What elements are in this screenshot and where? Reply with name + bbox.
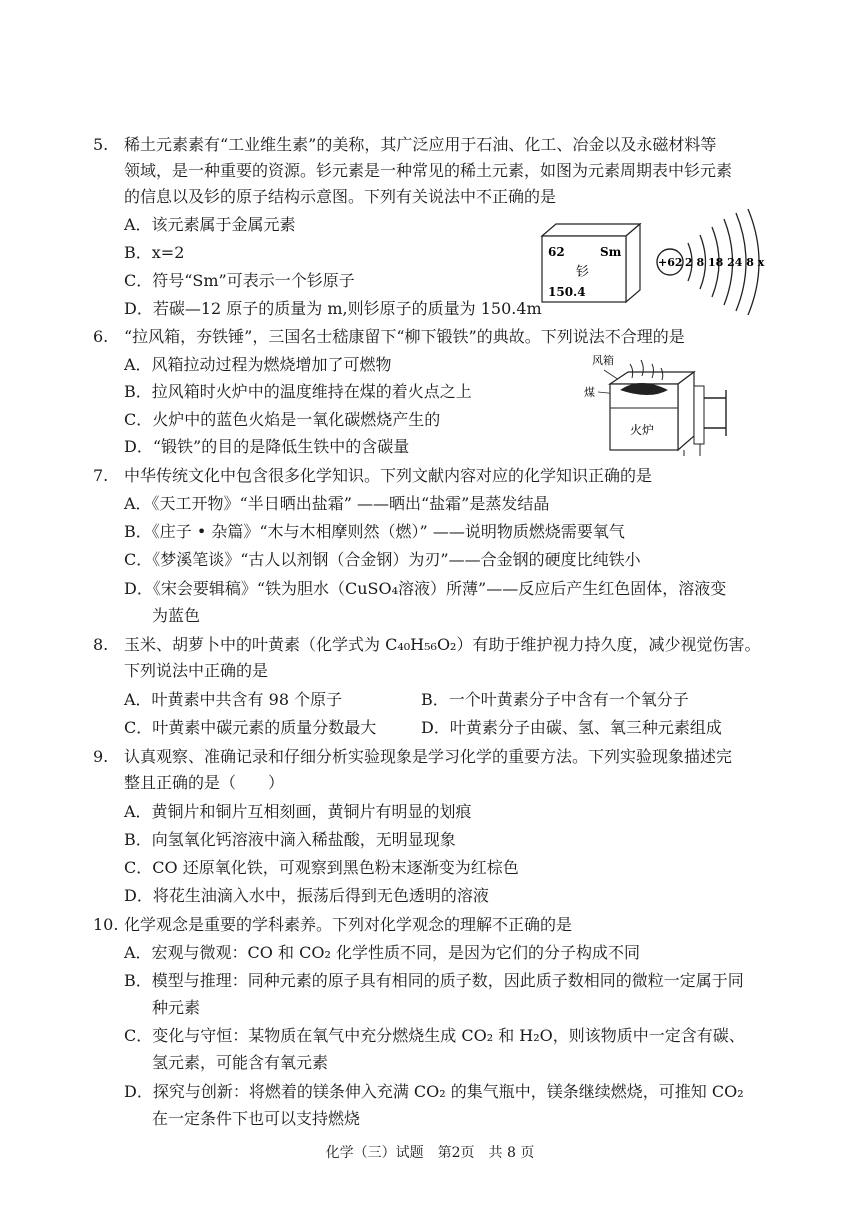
option-c: C．叶黄素中碳元素的质量分数最大 bbox=[124, 718, 377, 737]
furnace-bellows-figure bbox=[580, 350, 740, 456]
option-b: B．一个叶黄素分子中含有一个氧分子 bbox=[421, 690, 689, 709]
option-b: B．拉风箱时火炉中的温度维持在煤的着火点之上 bbox=[124, 382, 472, 401]
question-stem-line: 整且正确的是（ ） bbox=[124, 773, 285, 792]
option-c: C．符号“Sm”可表示一个钐原子 bbox=[124, 271, 355, 290]
question-stem-line: 中华传统文化中包含很多化学知识。下列文献内容对应的化学知识正确的是 bbox=[124, 466, 653, 485]
question-number: 9. bbox=[93, 747, 109, 766]
option-d: D．“锻铁”的目的是降低生铁中的含碳量 bbox=[124, 437, 410, 456]
question-stem-line: 领域，是一种重要的资源。钐元素是一种常见的稀土元素，如图为元素周期表中钐元素 bbox=[124, 161, 733, 180]
question-stem-line: 的信息以及钐的原子结构示意图。下列有关说法中不正确的是 bbox=[124, 187, 557, 206]
option-b: B．向氢氧化钙溶液中滴入稀盐酸，无明显现象 bbox=[124, 830, 456, 849]
option-b: B．《庄子 • 杂篇》“木与木相摩则然（燃）” ——说明物质燃烧需要氧气 bbox=[124, 522, 625, 541]
atomic-number: 62 bbox=[548, 245, 565, 259]
question-stem-line: 玉米、胡萝卜中的叶黄素（化学式为 C₄₀H₅₆O₂）有助于维护视力持久度，减少视觉伤害。 bbox=[124, 635, 761, 654]
option-a: A．风箱拉动过程为燃烧增加了可燃物 bbox=[124, 355, 392, 374]
option-a: A．《天工开物》“半日晒出盐霜” ——晒出“盐霜”是蒸发结晶 bbox=[124, 494, 550, 513]
question-number: 10. bbox=[93, 915, 119, 934]
option-c: C．变化与守恒：某物质在氧气中充分燃烧生成 CO₂ 和 H₂O，则该物质中一定含有碳、 bbox=[124, 1026, 745, 1045]
option-c: C．CO 还原氧化铁，可观察到黑色粉末逐渐变为红棕色 bbox=[124, 858, 519, 877]
question-number: 5. bbox=[93, 135, 109, 154]
question-stem-line: 稀土元素素有“工业维生素”的美称，其广泛应用于石油、化工、冶金以及永磁材料等 bbox=[124, 135, 717, 154]
question-number: 7. bbox=[93, 466, 109, 485]
nucleus-charge: +62 bbox=[658, 256, 683, 269]
option-b: B．x=2 bbox=[124, 243, 185, 262]
option-d-continued: 为蓝色 bbox=[152, 606, 201, 625]
option-c: C．火炉中的蓝色火焰是一氧化碳燃烧产生的 bbox=[124, 410, 441, 429]
periodic-table-cell-figure bbox=[536, 222, 646, 304]
furnace-label: 火炉 bbox=[630, 423, 655, 437]
question-number: 8. bbox=[93, 635, 109, 654]
option-d: D．将花生油滴入水中，振荡后得到无色透明的溶液 bbox=[124, 886, 489, 905]
option-b: B．模型与推理：同种元素的原子具有相同的质子数，因此质子数相同的微粒一定属于同 bbox=[124, 971, 744, 990]
option-d: D．叶黄素分子由碳、氢、氧三种元素组成 bbox=[421, 718, 722, 737]
question-stem-line: 化学观念是重要的学科素养。下列对化学观念的理解不正确的是 bbox=[124, 915, 573, 934]
option-d-continued: 在一定条件下也可以支持燃烧 bbox=[152, 1109, 361, 1128]
option-a: A．叶黄素中共含有 98 个原子 bbox=[124, 690, 343, 709]
coal-label: 煤 bbox=[584, 386, 595, 399]
element-symbol: Sm bbox=[600, 245, 622, 259]
option-b-continued: 种元素 bbox=[152, 998, 201, 1017]
bellows-label: 风箱 bbox=[592, 354, 614, 367]
option-d: D．探究与创新：将燃着的镁条伸入充满 CO₂ 的集气瓶中，镁条继续燃烧，可推知 CO₂ bbox=[124, 1082, 744, 1101]
option-a: A．该元素属于金属元素 bbox=[124, 215, 296, 234]
question-stem-line: “拉风箱，夯铁锤”，三国名士嵇康留下“柳下锻铁”的典故。下列说法不合理的是 bbox=[124, 327, 685, 346]
option-d: D．若碳—12 原子的质量为 m,则钐原子的质量为 150.4m bbox=[124, 299, 542, 318]
element-name: 钐 bbox=[576, 265, 590, 280]
question-stem-line: 认真观察、准确记录和仔细分析实验现象是学习化学的重要方法。下列实验现象描述完 bbox=[124, 747, 733, 766]
electron-shells: 2 8 18 24 8 x bbox=[685, 256, 765, 269]
option-c: C．《梦溪笔谈》“古人以剂钢（合金钢）为刃”——合金钢的硬度比纯铁小 bbox=[124, 550, 641, 569]
page-footer: 化学（三）试题 第2页 共 8 页 bbox=[325, 1145, 535, 1161]
option-a: A．黄铜片和铜片互相刻画，黄铜片有明显的划痕 bbox=[124, 802, 472, 821]
atomic-mass: 150.4 bbox=[548, 285, 586, 299]
option-a: A．宏观与微观：CO 和 CO₂ 化学性质不同，是因为它们的分子构成不同 bbox=[124, 943, 640, 962]
atomic-structure-figure bbox=[648, 205, 768, 315]
option-c-continued: 氢元素，可能含有氧元素 bbox=[152, 1053, 329, 1072]
option-d: D．《宋会要辑稿》“铁为胆水（CuSO₄溶液）所薄”——反应后产生红色固体，溶液变 bbox=[124, 579, 727, 598]
question-stem-line: 下列说法中正确的是 bbox=[124, 661, 269, 680]
question-number: 6. bbox=[93, 327, 109, 346]
